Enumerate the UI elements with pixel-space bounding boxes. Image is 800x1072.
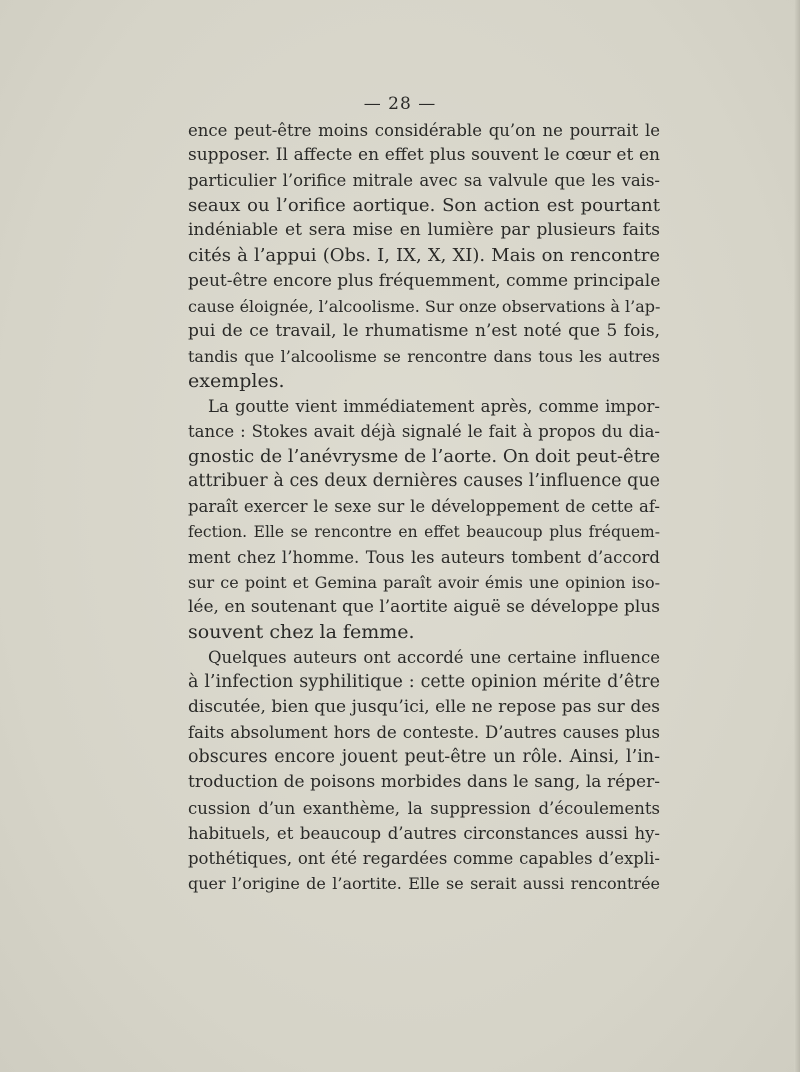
text-line: supposer. Il affecte en effet plus souvent le cœur et en — [188, 145, 660, 166]
text-line: sur ce point et Gemina paraît avoir émis une opinion iso- — [188, 572, 660, 592]
text-line: cussion d’un exanthème, la suppression d’écoulements — [188, 798, 660, 818]
page-edge — [794, 0, 800, 1072]
text-line: quer l’origine de l’aortite. Elle se serait aussi rencontrée — [188, 873, 660, 893]
text-line: cause éloignée, l’alcoolisme. Sur onze observations à l’ap- — [188, 296, 661, 316]
body-text — [188, 118, 660, 896]
text-line: lée, en soutenant que l’aortite aiguë se développe plus — [188, 596, 660, 617]
text-line: ence peut-être moins considérable qu’on ne pourrait le — [188, 121, 660, 140]
text-line: tandis que l’alcoolisme se rencontre dans tous les autres — [188, 346, 660, 366]
text-line: particulier l’orifice mitrale avec sa valvule que les vais- — [188, 171, 660, 191]
text-line: ment chez l’homme. Tous les auteurs tombent d’accord — [188, 547, 660, 567]
text-line: discutée, bien que jusqu’ici, elle ne repose pas sur des — [188, 697, 660, 718]
text-line: attribuer à ces deux dernières causes l’influence que — [188, 471, 660, 492]
text-line: obscures encore jouent peut-être un rôle. Ainsi, l’in- — [188, 747, 660, 768]
text-line: seaux ou l’orifice aortique. Son action est pourtant — [188, 195, 660, 217]
text-line: fection. Elle se rencontre en effet beaucoup plus fréquem- — [188, 522, 660, 541]
text-line: tance : Stokes avait déjà signalé le fait à propos du dia- — [188, 422, 660, 442]
text-line: pui de ce travail, le rhumatisme n’est noté que 5 fois, — [188, 320, 660, 341]
text-line: cités à l’appui (Obs. I, IX, X, XI). Mais on rencontre — [188, 245, 660, 267]
text-line: souvent chez la femme. — [188, 620, 415, 643]
text-line: gnostic de l’anévrysme de l’aorte. On doit peut-être — [188, 446, 661, 468]
text-line: Quelques auteurs ont accordé une certaine influence — [208, 647, 660, 667]
text-line: faits absolument hors de conteste. D’autres causes plus — [188, 723, 660, 743]
text-line: paraît exercer le sexe sur le développement de cette af- — [188, 497, 660, 517]
text-line: La goutte vient immédiatement après, comme impor- — [208, 397, 660, 417]
text-line: exemples. — [188, 369, 285, 392]
text-line: indéniable et sera mise en lumière par plusieurs faits — [188, 220, 660, 241]
text-line: à l’infection syphilitique : cette opinion mérite d’être — [188, 672, 660, 693]
text-line: peut-être encore plus fréquemment, comme principale — [188, 270, 661, 291]
page-number: — 28 — — [363, 94, 437, 114]
text-line: troduction de poisons morbides dans le sang, la réper- — [188, 772, 660, 793]
text-line: habituels, et beaucoup d’autres circonstances aussi hy- — [188, 823, 660, 843]
text-line: pothétiques, ont été regardées comme capables d’expli- — [188, 848, 660, 868]
